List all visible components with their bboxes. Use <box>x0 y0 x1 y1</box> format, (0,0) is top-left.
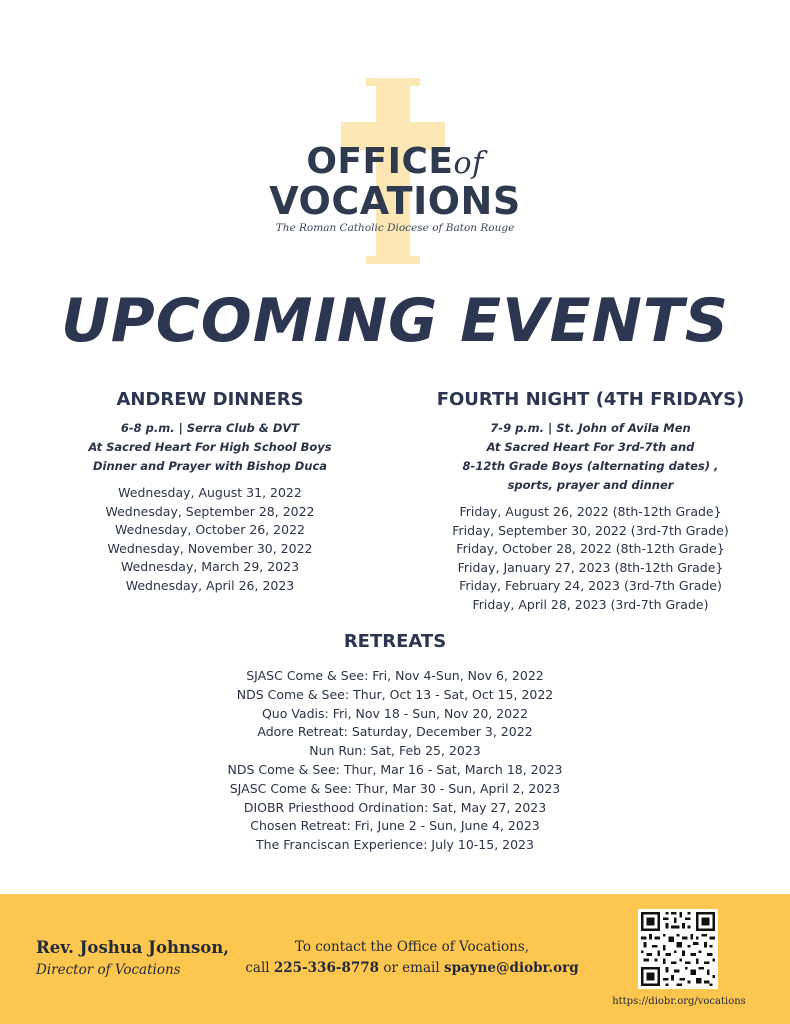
retreat-item: SJASC Come & See: Fri, Nov 4-Sun, Nov 6, 2022 <box>246 668 544 683</box>
andrew-date-list <box>60 484 360 596</box>
andrew-date: Wednesday, August 31, 2022 <box>118 485 302 500</box>
footer-bar <box>0 894 790 1024</box>
vocations-url[interactable]: https://diobr.org/vocations <box>612 996 746 1007</box>
contact-call-text: call <box>245 960 270 976</box>
fourth-night-heading: FOURTH NIGHT (4TH FRIDAYS) <box>436 389 745 410</box>
andrew-date: Wednesday, September 28, 2022 <box>105 503 315 519</box>
fourth-date-list <box>418 503 763 615</box>
retreat-item: The Franciscan Experience: July 10-15, 2023 <box>256 837 534 853</box>
fourth-night-section <box>418 388 763 615</box>
logo-office-text <box>0 142 790 184</box>
retreat-item: Chosen Retreat: Fri, June 2 - Sun, June 4, 2023 <box>250 818 540 834</box>
andrew-subtitle-line: At Sacred Heart For High School Boys <box>88 440 332 454</box>
office-logo <box>0 78 790 268</box>
logo-vocations-text: VOCATIONS <box>269 179 521 223</box>
retreat-item: SJASC Come & See: Thur, Mar 30 - Sun, April 2, 2023 <box>229 780 561 796</box>
retreat-item: Quo Vadis: Fri, Nov 18 - Sun, Nov 20, 2022 <box>261 705 529 721</box>
retreat-item: Nun Run: Sat, Feb 25, 2023 <box>309 743 481 759</box>
retreat-item: NDS Come & See: Thur, Mar 16 - Sat, March 18, 2023 <box>227 761 563 777</box>
retreats-heading: RETREATS <box>343 631 447 652</box>
contact-or-text: or email <box>383 960 440 976</box>
page-title: UPCOMING EVENTS <box>61 286 729 356</box>
fourth-subtitle-line: sports, prayer and dinner <box>507 478 674 492</box>
fourth-date: Friday, September 30, 2022 (3rd-7th Grade) <box>452 522 729 538</box>
retreat-item: NDS Come & See: Thur, Oct 13 - Sat, Oct 15, 2022 <box>236 686 554 702</box>
director-name: Rev. Joshua Johnson, <box>36 938 229 957</box>
andrew-date: Wednesday, April 26, 2023 <box>125 577 295 593</box>
director-title: Director of Vocations <box>36 962 181 978</box>
retreat-item: Adore Retreat: Saturday, December 3, 2022 <box>257 724 533 740</box>
phone-link[interactable]: 225-336-8778 <box>273 960 380 976</box>
cross-icon-foot <box>366 256 420 264</box>
andrew-dinners-section <box>60 388 360 596</box>
andrew-date: Wednesday, October 26, 2022 <box>115 522 305 538</box>
logo-of-word: of <box>453 146 484 181</box>
fourth-date: Friday, February 24, 2023 (3rd-7th Grade) <box>459 578 722 594</box>
fourth-date: Friday, April 28, 2023 (3rd-7th Grade) <box>472 596 709 612</box>
contact-line: To contact the Office of Vocations, <box>294 939 530 955</box>
fourth-date: Friday, August 26, 2022 (8th-12th Grade} <box>459 504 722 519</box>
logo-office-word: OFFICE <box>306 141 454 182</box>
andrew-date: Wednesday, March 29, 2023 <box>120 559 300 575</box>
fourth-date: Friday, January 27, 2023 (8th-12th Grade} <box>457 559 724 575</box>
retreat-item: DIOBR Priesthood Ordination: Sat, May 27, 2023 <box>243 799 547 815</box>
andrew-date: Wednesday, November 30, 2022 <box>107 540 313 556</box>
fourth-subtitle-line: 8-12th Grade Boys (alternating dates) , <box>462 459 719 473</box>
andrew-subtitle-line: Dinner and Prayer with Bishop Duca <box>92 459 328 473</box>
logo-tagline: The Roman Catholic Diocese of Baton Rouge <box>275 222 515 234</box>
fourth-subtitle-line: At Sacred Heart For 3rd-7th and <box>486 440 695 454</box>
andrew-dinners-heading: ANDREW DINNERS <box>116 389 304 410</box>
contact-details <box>232 960 592 976</box>
fourth-subtitle-line: 7-9 p.m. | St. John of Avila Men <box>490 421 691 435</box>
retreats-section <box>95 630 695 855</box>
fourth-date: Friday, October 28, 2022 (8th-12th Grade} <box>456 541 725 557</box>
qr-code-icon[interactable] <box>638 909 718 989</box>
email-link[interactable]: spayne@diobr.org <box>443 960 579 976</box>
andrew-subtitle-line: 6-8 p.m. | Serra Club & DVT <box>120 421 300 435</box>
